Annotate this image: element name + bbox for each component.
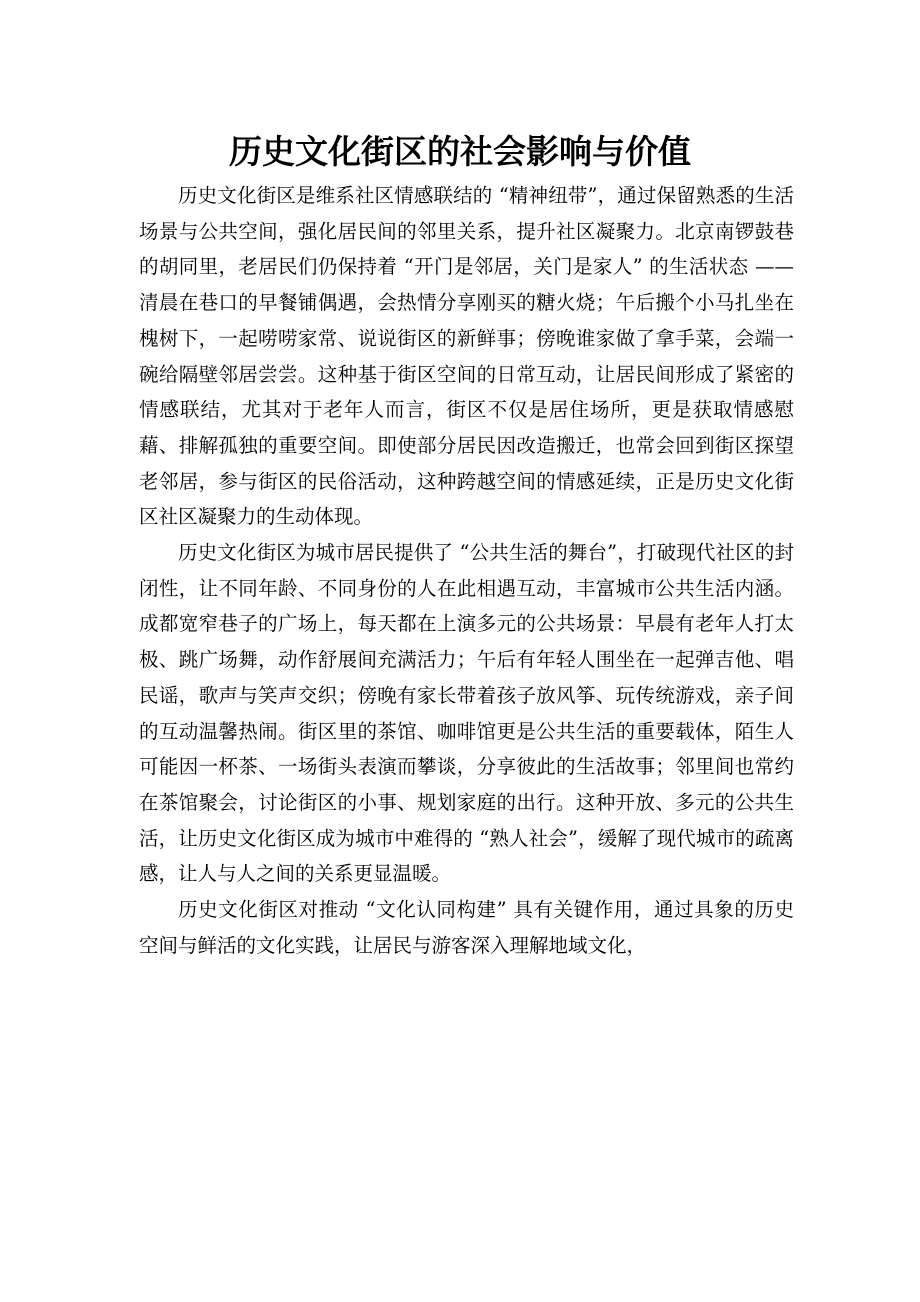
paragraph-cultural-identity: 历史文化街区对推动 “文化认同构建” 具有关键作用，通过具象的历史空间与鲜活的文化实践，让居民与游客深入理解地域文化， xyxy=(139,898,794,957)
paragraph-community-bond: 历史文化街区是维系社区情感联结的 “精神纽带”，通过保留熟悉的生活场景与公共空间，强化居民间的邻里关系，提升社区凝聚力。北京南锣鼓巷的胡同里，老居民们仍保持着 “开门是邻居，关门是家人” 的生活状态 —— 清晨在巷口的早餐铺偶遇，会热情分享刚买的糖火烧；午后搬个小马扎坐在槐树下，一起唠唠家常、说说街区的新鲜事；傍晚谁家做了拿手菜，会端一碗给隔壁邻居尝尝。这种基于街区空间的日常互动，让居民间形成了紧密的情感联结，尤其对于老年人而言，街区不仅是居住场所，更是获取情感慰藉、排解孤独的重要空间。即使部分居民因改造搬迁，也常会回到街区探望老邻居，参与街区的民俗活动，这种跨越空间的情感延续，正是历史文化街区社区凝聚力的生动体现。 xyxy=(139,184,794,529)
document-body xyxy=(139,178,794,963)
paragraph-public-life: 历史文化街区为城市居民提供了 “公共生活的舞台”，打破现代社区的封闭性，让不同年龄、不同身份的人在此相遇互动，丰富城市公共生活内涵。成都宽窄巷子的广场上，每天都在上演多元的公共场景：早晨有老年人打太极、跳广场舞，动作舒展间充满活力；午后有年轻人围坐在一起弹吉他、唱民谣，歌声与笑声交织；傍晚有家长带着孩子放风筝、玩传统游戏，亲子间的互动温馨热闹。街区里的茶馆、咖啡馆更是公共生活的重要载体，陌生人可能因一杯茶、一场街头表演而攀谈，分享彼此的生活故事；邻里间也常约在茶馆聚会，讨论街区的小事、规划家庭的出行。这种开放、多元的公共生活，让历史文化街区成为城市中难得的 “熟人社会”，缓解了现代城市的疏离感，让人与人之间的关系更显温暖。 xyxy=(139,541,794,886)
document-title: 历史文化街区的社会影响与价值 xyxy=(229,132,691,171)
